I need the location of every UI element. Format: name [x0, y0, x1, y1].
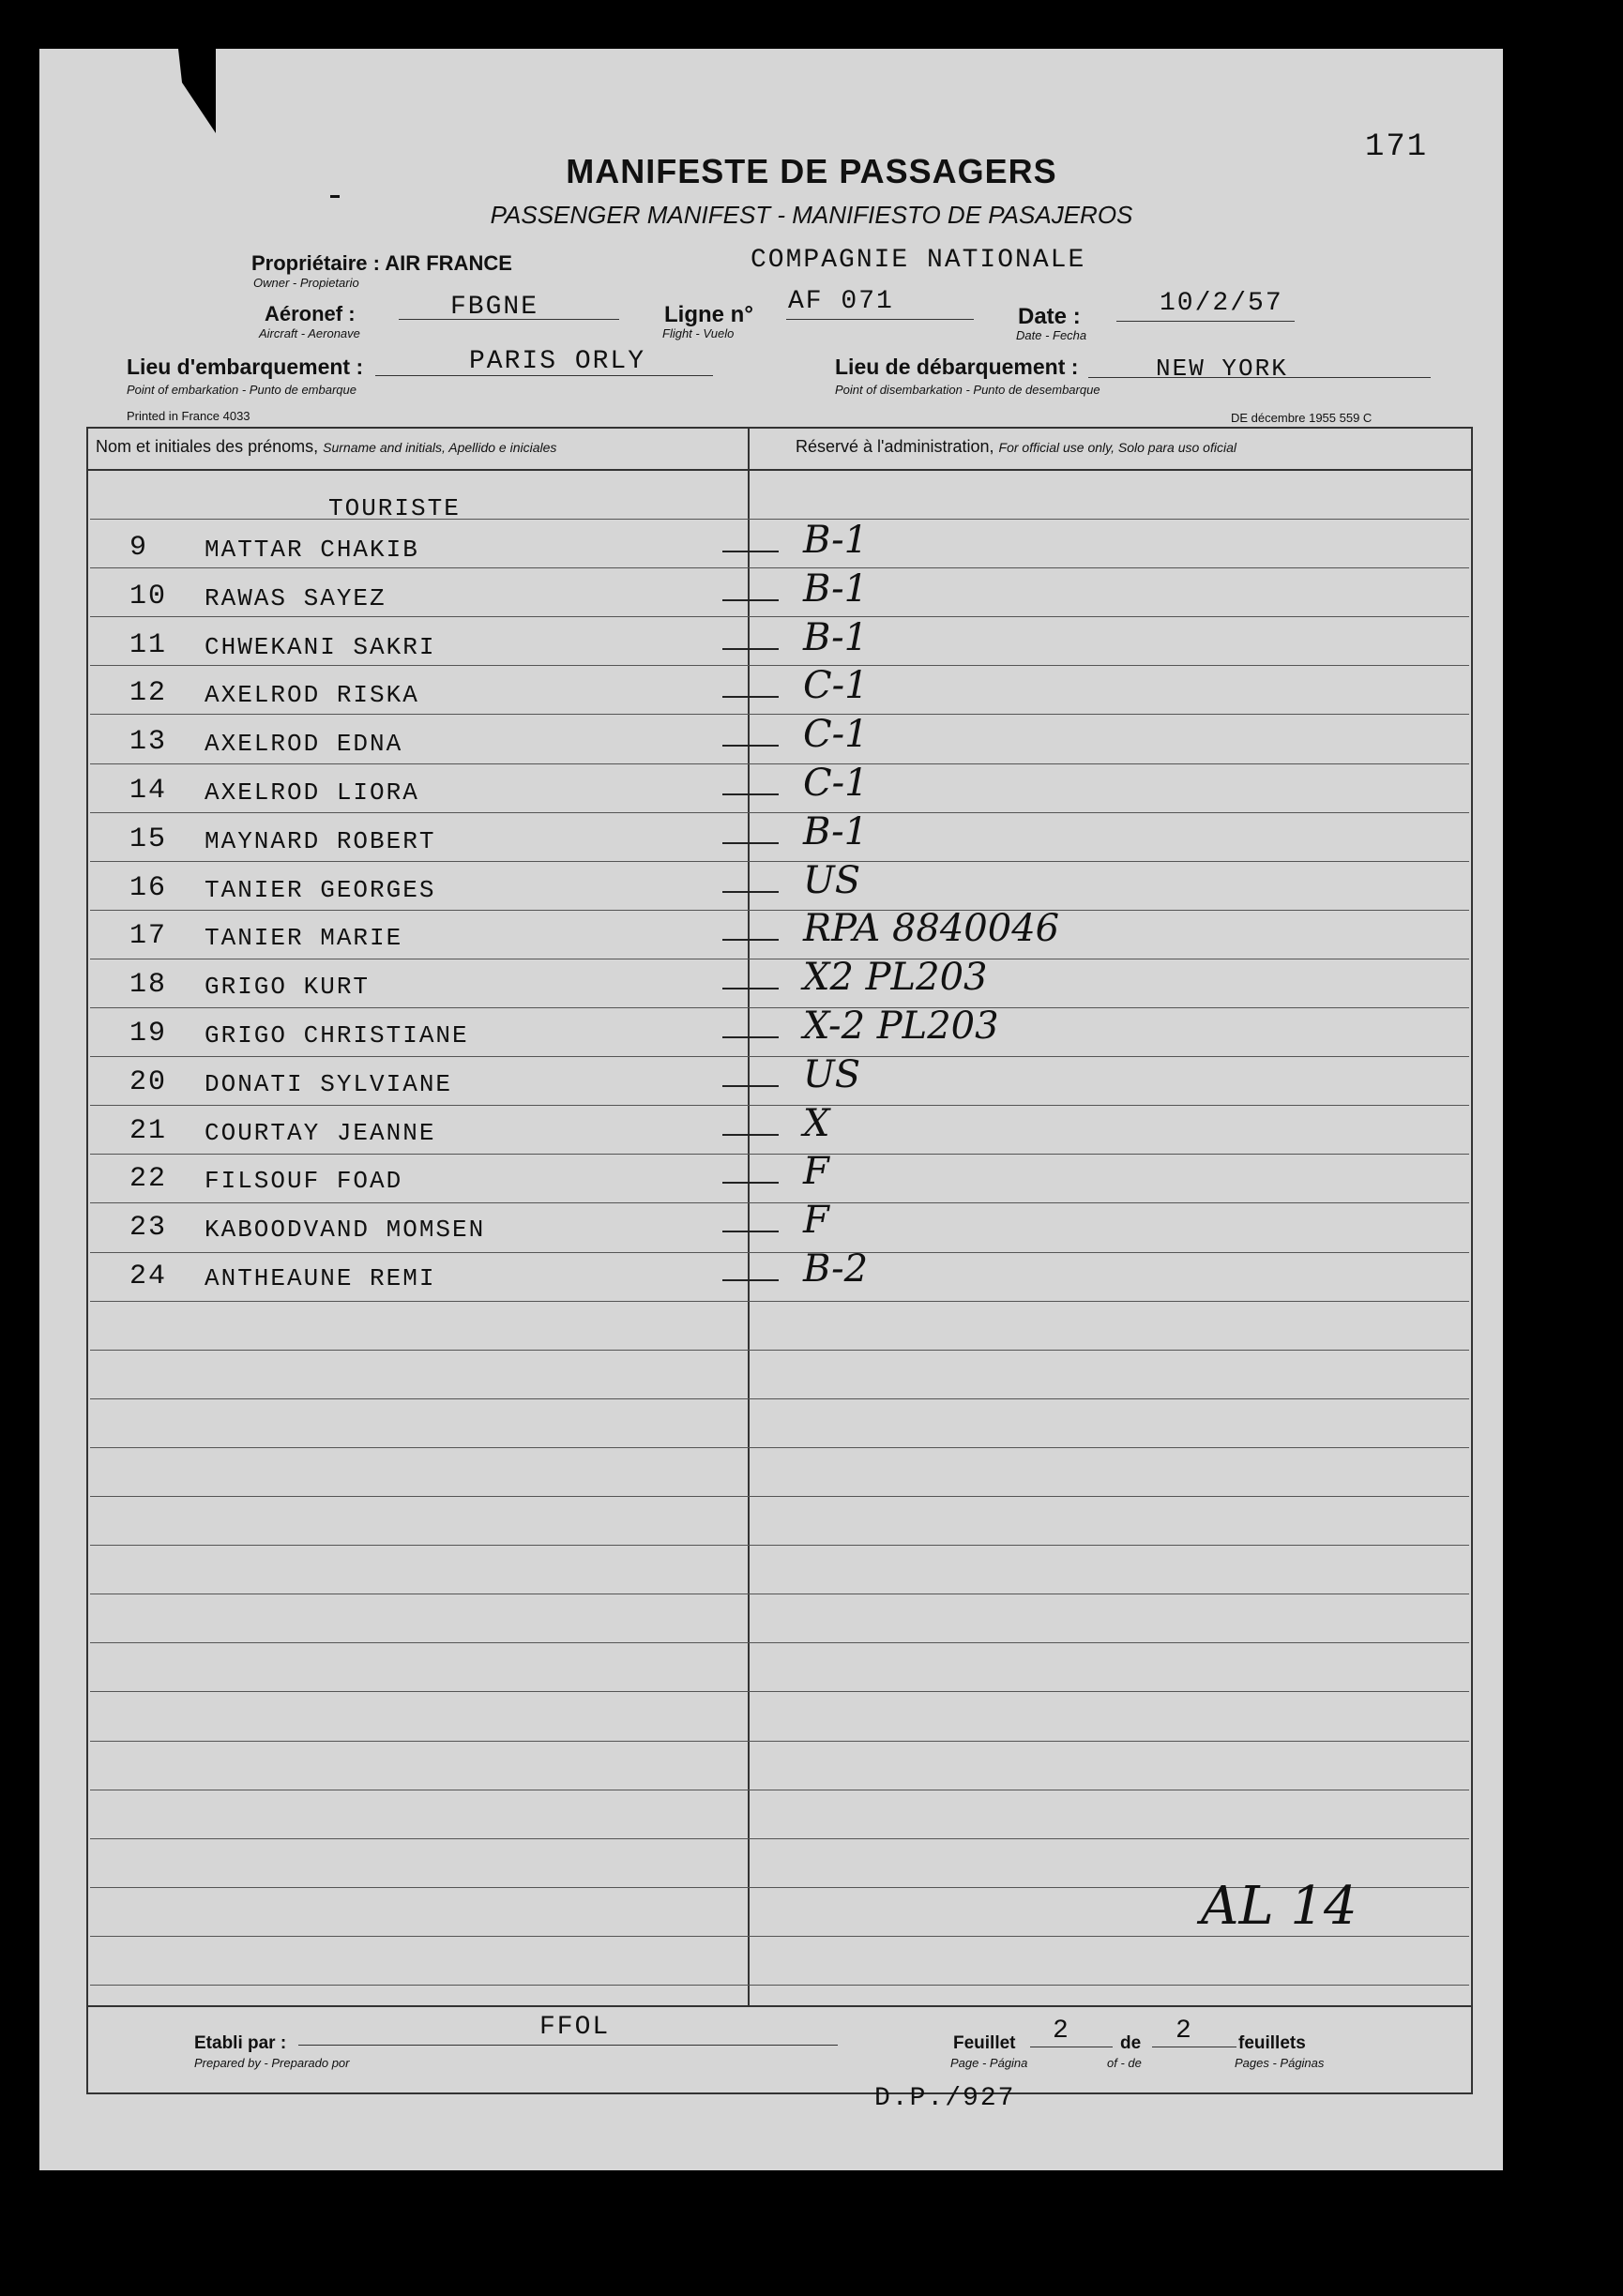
passenger-number: 17 — [129, 920, 168, 953]
title-mark — [330, 195, 340, 198]
owner-company: COMPAGNIE NATIONALE — [751, 246, 1086, 275]
handwritten-dash — [722, 1231, 779, 1232]
ruled-line — [90, 1301, 1469, 1302]
ruled-line — [90, 1202, 1469, 1203]
ruled-line — [90, 1105, 1469, 1106]
ruled-line — [90, 1056, 1469, 1057]
ruled-line — [90, 1496, 1469, 1497]
sheet-label: Feuillet — [953, 2033, 1016, 2053]
owner-label: Propriétaire : AIR FRANCE — [251, 251, 512, 275]
passenger-name: COURTAY JEANNE — [205, 1118, 436, 1147]
ruled-line — [90, 1398, 1469, 1399]
embarkation-sublabel: Point of embarkation - Punto de embarque — [127, 383, 356, 397]
form-reference: DE décembre 1955 559 C — [1231, 411, 1373, 425]
prepared-sublabel: Prepared by - Preparado por — [194, 2056, 350, 2070]
admin-note: C-1 — [803, 713, 869, 757]
printed-note: Printed in France 4033 — [127, 409, 250, 423]
passenger-number: 21 — [129, 1114, 168, 1147]
passenger-name: GRIGO KURT — [205, 973, 371, 1002]
handwritten-dash — [722, 745, 779, 747]
passenger-number: 24 — [129, 1261, 168, 1292]
flight-sublabel: Flight - Vuelo — [662, 326, 735, 340]
aircraft-value: FBGNE — [450, 293, 539, 322]
passenger-name: AXELROD EDNA — [205, 730, 403, 759]
handwritten-dash — [722, 599, 779, 601]
handwritten-dash — [722, 648, 779, 650]
handwritten-dash — [722, 696, 779, 698]
passenger-name: TANIER GEORGES — [205, 875, 436, 904]
ruled-line — [90, 1985, 1469, 1986]
ruled-line — [90, 714, 1469, 715]
owner-sublabel: Owner - Propietario — [253, 276, 359, 290]
of-sublabel: of - de — [1107, 2056, 1142, 2070]
ruled-line — [90, 910, 1469, 911]
name-column-header-fr: Nom et initiales des prénoms, — [96, 437, 319, 456]
handwritten-annotation: AL 14 — [1201, 1876, 1358, 1937]
admin-note: B-1 — [803, 809, 869, 853]
handwritten-dash — [722, 1182, 779, 1184]
ruled-line — [90, 519, 1469, 520]
ruled-line — [90, 861, 1469, 862]
disembarkation-label: Lieu de débarquement : — [835, 355, 1079, 379]
sheet-value: 2 — [1053, 2017, 1070, 2046]
aircraft-underline — [399, 319, 619, 320]
passenger-number: 20 — [129, 1065, 168, 1098]
handwritten-dash — [722, 891, 779, 893]
passenger-name: RAWAS SAYEZ — [205, 583, 387, 612]
passenger-number: 13 — [129, 726, 168, 759]
name-column-header — [96, 437, 556, 457]
passenger-name: CHWEKANI SAKRI — [205, 632, 436, 661]
handwritten-dash — [722, 1134, 779, 1136]
handwritten-dash — [722, 939, 779, 941]
prepared-label: Etabli par : — [194, 2033, 287, 2053]
passenger-name: MAYNARD ROBERT — [205, 826, 436, 855]
embarkation-value: PARIS ORLY — [469, 347, 646, 376]
page-number: 171 — [1365, 129, 1429, 165]
admin-note: RPA 8840046 — [803, 907, 1060, 951]
handwritten-dash — [722, 842, 779, 844]
passenger-name: KABOODVAND MOMSEN — [205, 1216, 486, 1245]
disembarkation-value: NEW YORK — [1156, 355, 1288, 383]
column-divider — [748, 427, 750, 2005]
ruled-line — [90, 1007, 1469, 1008]
ruled-line — [90, 1642, 1469, 1643]
handwritten-dash — [722, 551, 779, 552]
ruled-line — [90, 1154, 1469, 1155]
admin-note: C-1 — [803, 762, 869, 805]
sheets-label: feuillets — [1238, 2033, 1306, 2053]
passenger-name: AXELROD LIORA — [205, 778, 419, 807]
admin-column-header-fr: Réservé à l'administration, — [796, 437, 994, 456]
admin-note: B-1 — [803, 519, 869, 562]
admin-note: X2 PL203 — [803, 956, 988, 1000]
date-label: Date : — [1018, 304, 1081, 329]
pages-sublabel: Pages - Páginas — [1235, 2056, 1325, 2070]
passenger-name: GRIGO CHRISTIANE — [205, 1021, 469, 1050]
admin-note: US — [803, 1052, 861, 1096]
passenger-name: ANTHEAUNE REMI — [205, 1264, 436, 1292]
ruled-line — [90, 1838, 1469, 1839]
passenger-number: 23 — [129, 1212, 168, 1245]
passenger-name: AXELROD RISKA — [205, 681, 419, 710]
header-rule — [86, 469, 1471, 471]
passenger-number: 16 — [129, 871, 168, 904]
ruled-line — [90, 1545, 1469, 1546]
passenger-number: 19 — [129, 1018, 168, 1050]
name-column-header-en-es: Surname and initials, Apellido e iniciales — [323, 440, 557, 455]
flight-value: AF 071 — [788, 287, 894, 316]
passenger-number: 9 — [129, 532, 149, 564]
disembarkation-underline — [1088, 377, 1431, 378]
date-value: 10/2/57 — [1160, 289, 1283, 318]
handwritten-dash — [722, 793, 779, 795]
section-heading: TOURISTE — [328, 494, 461, 522]
manifest-subtitle: PASSENGER MANIFEST - MANIFIESTO DE PASAJEROS — [490, 201, 1133, 229]
dp-stamp: D.P./927 — [874, 2084, 1016, 2113]
ruled-line — [90, 567, 1469, 568]
ruled-line — [90, 1691, 1469, 1692]
admin-note: F — [803, 1199, 829, 1243]
passenger-number: 22 — [129, 1163, 168, 1196]
admin-note: X — [803, 1101, 830, 1145]
admin-note: F — [803, 1150, 829, 1194]
admin-column-header-en-es: For official use only, Solo para uso oficial — [998, 440, 1236, 455]
date-sublabel: Date - Fecha — [1016, 328, 1087, 342]
admin-column-header — [796, 437, 1236, 457]
ruled-line — [90, 812, 1469, 813]
admin-note: B-1 — [803, 615, 869, 659]
ruled-line — [90, 1350, 1469, 1351]
embarkation-label: Lieu d'embarquement : — [127, 355, 364, 379]
of-label: de — [1120, 2033, 1142, 2053]
handwritten-dash — [722, 988, 779, 989]
page-sublabel: Page - Página — [950, 2056, 1028, 2070]
admin-note: B-2 — [803, 1247, 869, 1291]
passenger-name: DONATI SYLVIANE — [205, 1069, 453, 1098]
date-underline — [1116, 321, 1295, 322]
admin-note: US — [803, 858, 861, 902]
prepared-value: FFOL — [539, 2013, 611, 2042]
disembarkation-sublabel: Point of disembarkation - Punto de desembarque — [835, 383, 1100, 397]
passenger-number: 14 — [129, 775, 168, 807]
passenger-number: 10 — [129, 580, 168, 612]
manifest-table — [86, 427, 1473, 2094]
passenger-number: 15 — [129, 823, 168, 855]
ruled-line — [90, 665, 1469, 666]
admin-note: X-2 PL203 — [803, 1004, 999, 1048]
handwritten-dash — [722, 1279, 779, 1281]
passenger-number: 12 — [129, 677, 168, 710]
passenger-number: 11 — [129, 628, 168, 661]
passenger-name: FILSOUF FOAD — [205, 1167, 403, 1196]
ruled-line — [90, 1252, 1469, 1253]
passenger-number: 18 — [129, 969, 168, 1002]
flight-label: Ligne n° — [664, 302, 753, 327]
manifest-title: MANIFESTE DE PASSAGERS — [566, 152, 1057, 190]
handwritten-dash — [722, 1036, 779, 1038]
ruled-line — [90, 763, 1469, 764]
footer-rule — [86, 2005, 1471, 2007]
ruled-line — [90, 616, 1469, 617]
passenger-name: TANIER MARIE — [205, 924, 403, 953]
aircraft-sublabel: Aircraft - Aeronave — [259, 326, 360, 340]
prepared-underline — [298, 2045, 838, 2046]
aircraft-label: Aéronef : — [265, 302, 356, 325]
of-value: 2 — [1176, 2017, 1193, 2046]
handwritten-dash — [722, 1085, 779, 1087]
admin-note: C-1 — [803, 664, 869, 708]
passenger-name: MATTAR CHAKIB — [205, 536, 419, 564]
ruled-line — [90, 1447, 1469, 1448]
ruled-line — [90, 1741, 1469, 1742]
flight-underline — [786, 319, 974, 320]
embarkation-underline — [375, 375, 713, 376]
admin-note: B-1 — [803, 566, 869, 611]
